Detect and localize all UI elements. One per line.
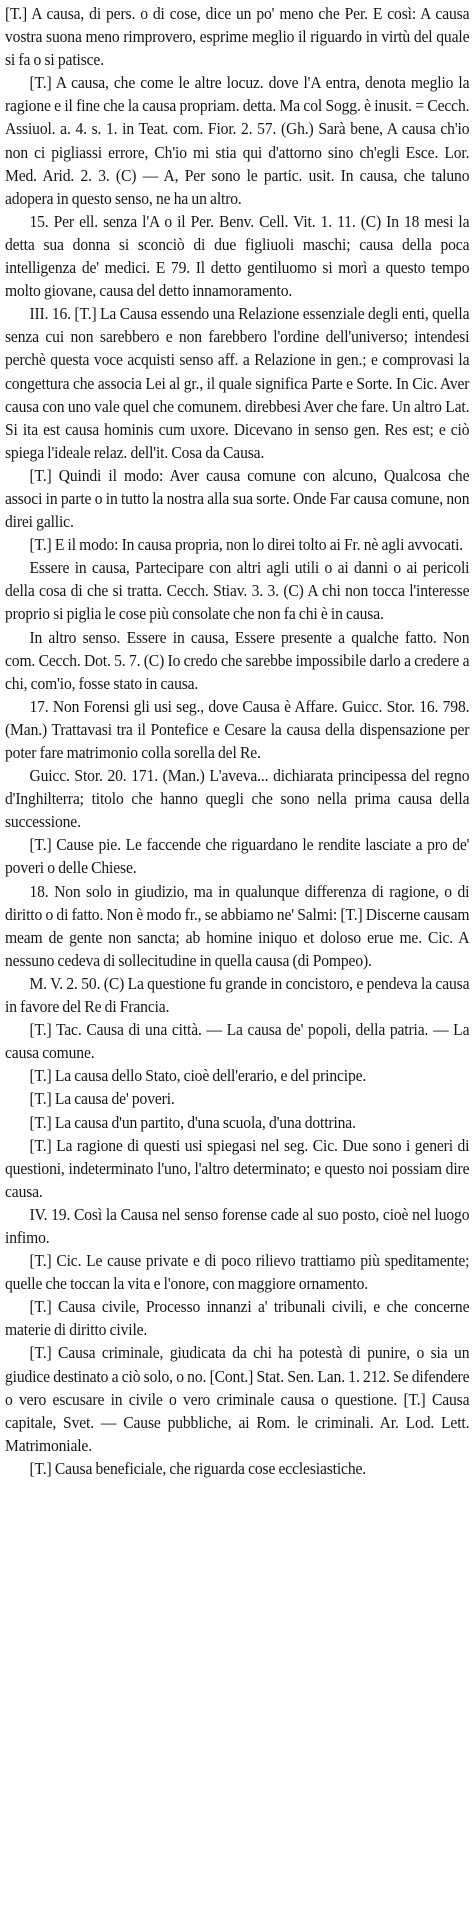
paragraph-section-iii-16: III. 16. [T.] La Causa essendo una Relazione essenziale degli enti, quella senza cui non sarebbero e non farebbero l'ordine dell'universo; intendesi perchè questa voce acquisti senso aff. a Relazione in gen.; e comprovasi la congettura che associa Lei al gr., il quale significa Parte e Sorte. In Cic. Aver causa con uno vale quel che comunem. direbbesi Aver che fare. Un altro Lat. Si ita est causa hominis cum uxore. Dicevano in senso gen. Res est; e ciò spiega l'ideale relaz. dell'it. Cosa da Causa. [5, 304, 470, 462]
entry-text-column [5, 2, 469, 1480]
paragraph-cause-pie: [T.] Cause pie. Le faccende che riguardano le rendite lasciate a pro de' poveri o delle Chiese. [5, 835, 470, 878]
paragraph-sense-18: 18. Non solo in giudizio, ma in qualunque differenza di ragione, o di diritto o di fatto. Non è modo fr., se abbiamo ne' Salmi: [T.] Discerne causam meam de gente non sancta; ab homine iniquo et doloso erue me. Cic. A nessuno cedeva di sollecitudine in quella causa (di Pompeo). [5, 881, 470, 970]
paragraph-causa-partito: [T.] La causa d'un partito, d'una scuola, d'una dottrina. [29, 1112, 356, 1132]
paragraph-sense-15: 15. Per ell. senza l'A o il Per. Benv. Cell. Vit. 1. 11. (C) In 18 mesi la detta sua donna si sconciò di due figliuoli maschi; causa della poca intelligenza de' medici. E 79. Il detto gentiluomo si morì a questo tempo molto giovane, causa del detto innamoramento. [5, 211, 470, 301]
paragraph-causa-poveri: [T.] La causa de' poveri. [29, 1089, 175, 1109]
paragraph-in-causa-propria: [T.] E il modo: In causa propria, non lo direi tolto ai Fr. nè agli avvocati. [29, 535, 464, 555]
paragraph-ragione-usi: [T.] La ragione di questi usi spiegasi nel seg. Cic. Due sono i generi di questioni, indeterminato l'uno, l'altro determinato; e questo noi possiam dire causa. [5, 1135, 470, 1201]
paragraph-causa-criminale: [T.] Causa criminale, giudicata da chi ha potestà di punire, o sia un giudice destinato a ciò solo, o no. [Cont.] Stat. Sen. Lan. 1. 212. Se difendere o vero escusare in civile o vero criminale causa o questione. [T.] Causa capitale, Svet. — Cause pubbliche, ai Rom. le criminali. Ar. Lod. Lett. Matrimoniale. [5, 1343, 470, 1455]
paragraph-guicc-stor: Guicc. Stor. 20. 171. (Man.) L'aveva... dichiarata principessa del regno d'Inghilterra; titolo che hanno quegli che sono nella prima causa della successione. [5, 766, 470, 832]
paragraph-m-v: M. V. 2. 50. (C) La questione fu grande in concistoro, e pendeva la causa in favore del Re di Francia. [5, 973, 470, 1017]
paragraph-causa-civile: [T.] Causa civile, Processo innanzi a' tribunali civili, e che concerne materie di diritto civile. [5, 1297, 470, 1340]
paragraph-sense-17: 17. Non Forensi gli usi seg., dove Causa è Affare. Guicc. Stor. 16. 798. (Man.) Trattavasi tra il Pontefice e Cesare la causa della dispensazione per poter fare matrimonio colla sorella del Re. [5, 696, 470, 762]
paragraph-aver-causa-comune: [T.] Quindi il modo: Aver causa comune con alcuno, Qualcosa che associ in parte o in tutto la nostra alla sua sorte. Onde Far causa comune, non direi gallic. [5, 465, 470, 532]
paragraph-causa-beneficiale: [T.] Causa beneficiale, che riguarda cose ecclesiastiche. [29, 1458, 367, 1478]
paragraph-causa-citta: [T.] Tac. Causa di una città. — La causa de' popoli, della patria. — La causa comune. [5, 1020, 470, 1063]
paragraph-a-causa-persone: [T.] A causa, di pers. o di cose, dice un po' meno che Per. E così: A causa vostra suona meno rimprovero, esprime meglio il riguardo in virtù del quale si fa o si patisce. [5, 4, 470, 70]
paragraph-essere-in-causa: Essere in causa, Partecipare con altri agli utili o ai danni o ai pericoli della cosa di che si tratta. Cecch. Stiav. 3. 3. (C) A chi non tocca l'interesse proprio si piglia le cose più consolate che non fa chi è in causa. [5, 558, 470, 624]
paragraph-a-causa-che: [T.] A causa, che come le altre locuz. dove l'A entra, denota meglio la ragione e il fine che la causa propriam. detta. Ma col Sogg. è inusit. = Cecch. Assiuol. a. 4. s. 1. in Teat. com. Fior. 2. 57. (Gh.) Sarà bene, A causa ch'io non ci pigliassi errore, Ch'io mi stia qui d'attorno sino ch'egli Esce. Lor. Med. Arid. 2. 3. (C) — A, Per sono le partic. usit. In causa, che taluno adopera in questo senso, ne ha un altro. [5, 73, 470, 208]
paragraph-section-iv-19: IV. 19. Così la Causa nel senso forense cade al suo posto, cioè nel luogo infimo. [5, 1204, 470, 1247]
paragraph-causa-stato: [T.] La causa dello Stato, cioè dell'erario, e del principe. [29, 1066, 367, 1086]
paragraph-in-altro-senso: In altro senso. Essere in causa, Essere presente a qualche fatto. Non com. Cecch. Dot. 5. 7. (C) Io credo che sarebbe impossibile darlo a credere a chi, com'io, fosse stato in causa. [5, 627, 470, 693]
paragraph-cause-private: [T.] Cic. Le cause private e di poco rilievo trattiamo più speditamente; quelle che toccan la vita e l'onore, con maggiore ornamento. [5, 1251, 470, 1294]
